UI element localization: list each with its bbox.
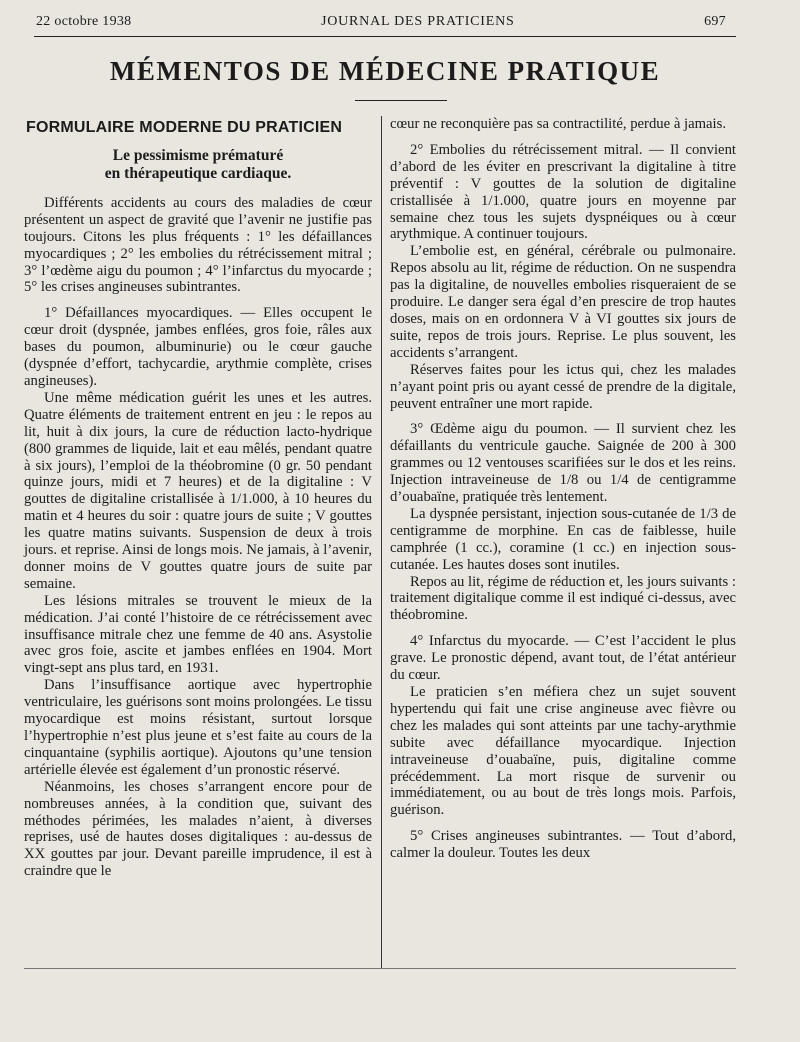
paragraph: Dans l’insuffisance aortique avec hypertrophie ventriculaire, les guérisons sont moins prolongées. Le tissu myocardique est moins résistant, surtout lorsque l’hypertrophie n’est plus jeune et s’est faite au cours de la cinquantaine (syphilis aortique). Ajoutons qu’une tension artérielle élevée est également d’un pronostic réservé. xyxy=(24,677,372,778)
article-subtitle xyxy=(24,147,372,183)
header-date: 22 octobre 1938 xyxy=(36,14,132,29)
paragraph: Une même médication guérit les unes et les autres. Quatre éléments de traitement entrent en jeu : le repos au lit, huit à dix jours, la cure de réduction lacto-hydrique (800 grammes de liquide, lait et eau mêlés, pendant quatre à six jours), l’emploi de la théobromine (0 gr. 50 pendant quinze jours, midi et 7 heures) et de la digitaline : V gouttes de digitaline cristallisée à 1/1.000, à 10 heures du matin et 4 heures du soir : quatre jours de suite ; V gouttes les quatre matins suivants. Suspension de deux à trois jours. et reprise. Ainsi de longs mois. Ne jamais, à l’avenir, donner moins de V gouttes quatre jours de suite par semaine. xyxy=(24,389,372,592)
paragraph: La dyspnée persistant, injection sous-cutanée de 1/3 de centigramme de morphine. En cas de faiblesse, huile camphrée (1 cc.), coramine (1 cc.) en injection sous-cutanée. Les hautes doses sont inutiles. xyxy=(390,505,736,573)
header-page-number: 697 xyxy=(704,14,726,29)
paragraph: 4° Infarctus du myocarde. — C’est l’accident le plus grave. Le pronostic dépend, avant tout, de l’état antérieur du cœur. xyxy=(390,633,736,684)
paragraph: 2° Embolies du rétrécissement mitral. — Il convient d’abord de les éviter en prescrivant la digitaline à titre préventif : V gouttes de la solution de digitaline cristallisée à 1/1.000, quatre jours en moyenne par semaine chez tous les sujets dyspnéiques ou à cœur arythmique. A continuer toujours. xyxy=(390,141,736,243)
paragraph: Les lésions mitrales se trouvent le mieux de la médication. J’ai conté l’histoire de ce rétrécissement avec insuffisance mitrale chez une femme de 40 ans. Asystolie avec gros foie, ascite et jambes enflées en 1904. Mort vingt-sept ans plus tard, en 1931. xyxy=(24,592,372,677)
header-rule xyxy=(34,36,736,37)
right-column xyxy=(390,116,736,862)
paragraph: 3° Œdème aigu du poumon. — Il survient chez les défaillants du ventricule gauche. Saignée de 200 à 300 grammes ou 12 ventouses scarifiées sur le dos et les reins. Injection intraveineuse de 1/8 ou 1/4 de centigramme d’ouabaïne, pratiquée très lentement. xyxy=(390,421,736,506)
left-column xyxy=(24,116,372,880)
paragraph: Repos au lit, régime de réduction et, les jours suivants : traitement digitalique comme il est indiqué ci-dessus, avec théobromine. xyxy=(390,573,736,624)
paragraph: Différents accidents au cours des maladies de cœur présentent un aspect de gravité que l’avenir ne justifie pas toujours. Citons les plus fréquents : 1° les défaillances myocardiques ; 2° les embolies du rétrécissement mitral ; 3° l’œdème aigu du poumon ; 4° l’infarctus du myocarde ; 5° les crises angineuses subintrantes. xyxy=(24,194,372,296)
paragraph: Le praticien s’en méfiera chez un sujet souvent hypertendu qui fait une crise angineuse avec fièvre ou chez les malades qui sont atteints par une tachy-arythmie subite avec défaillance myocardique. Injection intraveineuse d’ouabaïne, puis, digitaline comme précédemment. La mort risque de survenir ou immédiatement, ou au bout de très longs mois. Parfois, guérison. xyxy=(390,684,736,819)
subtitle-line-1: Le pessimisme prématuré xyxy=(112,146,284,164)
paragraph: Néanmoins, les choses s’arrangent encore pour de nombreuses années, à la condition que, suivant des méthodes périmées, les malades n’aient, à diverses reprises, usé de hautes doses digitaliques : au-dessus de XX gouttes par jour. Devant pareille imprudence, il est à craindre que le xyxy=(24,778,372,880)
title-underline xyxy=(355,100,447,101)
paragraph: cœur ne reconquière pas sa contractilité, perdue à jamais. xyxy=(390,116,727,132)
subtitle-line-2: en thérapeutique cardiaque. xyxy=(104,164,292,182)
running-header xyxy=(36,14,726,36)
paragraph: L’embolie est, en général, cérébrale ou pulmonaire. Repos absolu au lit, régime de réduction. On ne suspendra pas la digitaline, de nouvelles embolies risqueraient de se produire. Le danger sera égal d’en prescire de trop hautes doses, mais on en ordonnera V à VI gouttes six jours de suite, repos de trois jours. Reprise. Le plus souvent, les accidents s’arrangent. xyxy=(390,243,736,361)
paragraph: Réserves faites pour les ictus qui, chez les malades n’ayant point pris ou ayant cessé de prendre de la digitale, peuvent entraîner une mort rapide. xyxy=(390,361,736,412)
bottom-rule xyxy=(24,968,736,969)
section-heading: FORMULAIRE MODERNE DU PRATICIEN xyxy=(26,119,343,136)
column-divider xyxy=(381,116,382,968)
paragraph: 1° Défaillances myocardiques. — Elles occupent le cœur droit (dyspnée, jambes enflées, gros foie, râles aux bases du poumon, albuminurie) ou le cœur gauche (dyspnée d’effort, tachycardie, arythmie complète, crises angineuses). xyxy=(24,305,372,389)
header-journal-name: JOURNAL DES PRATICIENS xyxy=(320,14,515,29)
page-title: MÉMENTOS DE MÉDECINE PRATIQUE xyxy=(109,56,661,86)
paragraph: 5° Crises angineuses subintrantes. — Tout d’abord, calmer la douleur. Toutes les deux xyxy=(390,828,736,862)
